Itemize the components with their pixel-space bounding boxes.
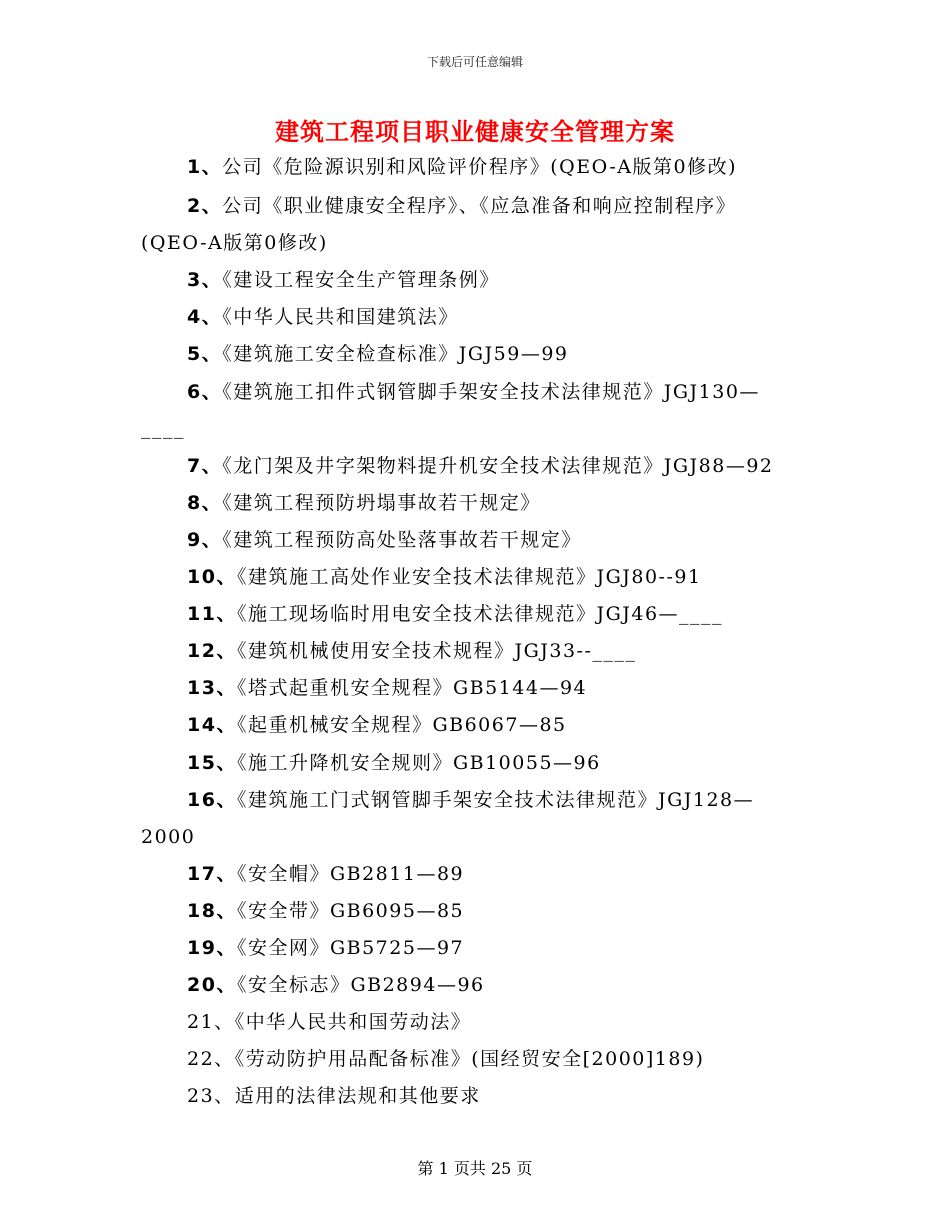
list-item <box>187 1084 481 1108</box>
item-number: 12、 <box>187 640 237 662</box>
list-item <box>187 528 582 552</box>
item-text: 《起重机械安全规程》GB6067—85 <box>236 714 567 736</box>
item-number: 7、 <box>187 455 223 477</box>
item-text: 《建筑工程预防坍塌事故若干规定》 <box>222 492 541 514</box>
item-text: 《中华人民共和国劳动法》 <box>234 1011 472 1033</box>
item-text: 《建筑施工扣件式钢管脚手架安全技术法律规范》JGJ130— <box>222 381 760 403</box>
item-text: 《建筑施工高处作业安全技术法律规范》JGJ80--91 <box>236 566 702 588</box>
item-number: 22、 <box>187 1048 235 1070</box>
item-number: 8、 <box>187 492 223 514</box>
item-text: 适用的法律法规和其他要求 <box>234 1085 481 1107</box>
item-text: 《安全标志》GB2894—96 <box>236 974 485 996</box>
list-item <box>187 639 636 663</box>
item-text: 《安全网》GB5725—97 <box>236 937 465 959</box>
item-text: 《建筑机械使用安全技术规程》JGJ33--____ <box>236 640 637 662</box>
list-item <box>187 454 774 478</box>
item-number: 17、 <box>187 863 237 885</box>
item-text-continuation: ____ <box>141 417 185 439</box>
item-number: 13、 <box>187 677 237 699</box>
item-number: 21、 <box>187 1011 235 1033</box>
item-number: 15、 <box>187 752 237 774</box>
list-item <box>187 713 567 737</box>
item-text: 公司《危险源识别和风险评价程序》(QEO-A版第0修改) <box>222 156 738 178</box>
item-number: 1、 <box>187 156 223 178</box>
item-number: 11、 <box>187 603 237 625</box>
list-item <box>187 676 587 700</box>
item-number: 2、 <box>187 195 223 217</box>
item-text: 公司《职业健康安全程序》、《应急准备和响应控制程序》 <box>222 195 737 217</box>
item-text-continuation: 2000 <box>141 826 196 848</box>
item-number: 5、 <box>187 343 223 365</box>
item-text: 《安全帽》GB2811—89 <box>236 863 465 885</box>
item-text: 《劳动防护用品配备标准》(国经贸安全[2000]189) <box>234 1048 705 1070</box>
item-number: 3、 <box>187 269 223 291</box>
item-text: 《安全带》GB6095—85 <box>236 900 465 922</box>
item-number: 19、 <box>187 937 237 959</box>
list-item-continuation <box>141 231 328 255</box>
list-item <box>187 380 760 404</box>
document-title: 建筑工程项目职业健康安全管理方案 <box>275 117 675 146</box>
list-item <box>187 751 601 775</box>
item-text: 《建设工程安全生产管理条例》 <box>222 269 500 291</box>
header-note: 下载后可任意编辑 <box>426 55 523 69</box>
list-item <box>187 602 723 626</box>
list-item <box>187 491 541 515</box>
list-item-continuation <box>141 825 195 849</box>
list-item <box>187 342 569 366</box>
item-text: 《施工升降机安全规则》GB10055—96 <box>236 752 601 774</box>
list-item <box>187 305 459 329</box>
item-number: 20、 <box>187 974 237 996</box>
item-number: 10、 <box>187 566 237 588</box>
list-item <box>187 268 500 292</box>
list-item <box>187 973 485 997</box>
list-item <box>187 936 464 960</box>
item-number: 9、 <box>187 529 223 551</box>
list-item <box>187 565 702 589</box>
item-text: 《建筑施工安全检查标准》JGJ59—99 <box>222 343 569 365</box>
item-text: 《建筑施工门式钢管脚手架安全技术法律规范》JGJ128— <box>236 789 755 811</box>
item-number: 16、 <box>187 789 237 811</box>
item-text: 《施工现场临时用电安全技术法律规范》JGJ46—____ <box>236 603 724 625</box>
item-text: 《建筑工程预防高处坠落事故若干规定》 <box>222 529 582 551</box>
item-number: 6、 <box>187 381 223 403</box>
item-text-continuation: (QEO-A版第0修改) <box>141 232 328 254</box>
list-item <box>187 862 464 886</box>
list-item <box>187 155 737 179</box>
list-item <box>187 899 464 923</box>
list-item <box>187 194 736 218</box>
item-number: 14、 <box>187 714 237 736</box>
item-text: 《塔式起重机安全规程》GB5144—94 <box>236 677 588 699</box>
item-number: 4、 <box>187 306 223 328</box>
list-item <box>187 1047 704 1071</box>
item-number: 18、 <box>187 900 237 922</box>
page-footer: 第 1 页共 25 页 <box>417 1159 533 1178</box>
item-text: 《龙门架及井字架物料提升机安全技术法律规范》JGJ88—92 <box>222 455 774 477</box>
list-item <box>187 1010 471 1034</box>
list-item-continuation <box>141 416 185 440</box>
item-number: 23、 <box>187 1085 235 1107</box>
item-text: 《中华人民共和国建筑法》 <box>222 306 459 328</box>
list-item <box>187 788 754 812</box>
